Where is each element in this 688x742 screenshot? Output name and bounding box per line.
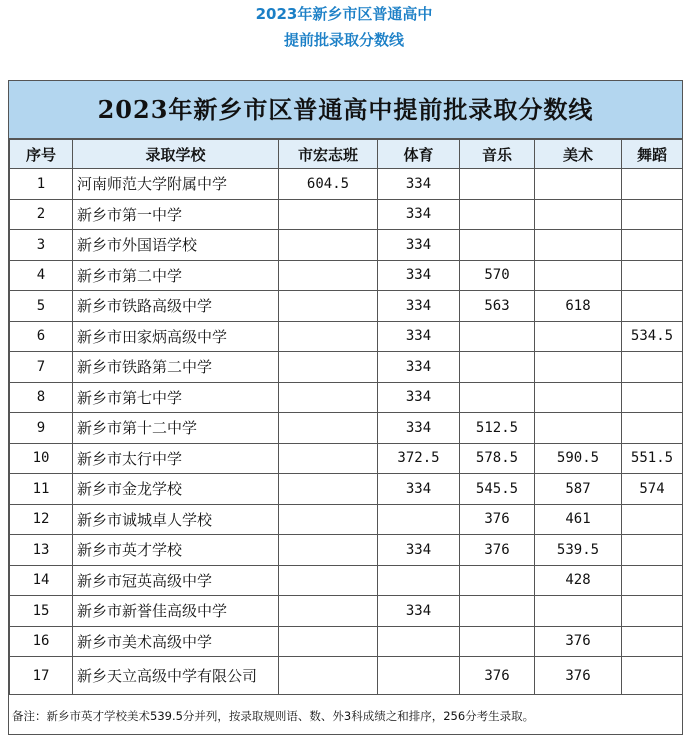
hongzhi-score [279, 657, 378, 695]
music-score [460, 352, 535, 383]
row-index: 4 [10, 260, 73, 291]
hongzhi-score [279, 199, 378, 230]
header-art: 美术 [535, 140, 622, 169]
dance-score [622, 413, 683, 444]
row-index: 1 [10, 169, 73, 200]
table-row [10, 291, 683, 322]
music-score: 578.5 [460, 443, 535, 474]
table-row [10, 169, 683, 200]
music-score: 570 [460, 260, 535, 291]
music-score [460, 321, 535, 352]
art-score [535, 321, 622, 352]
sports-score: 334 [378, 199, 460, 230]
music-score [460, 230, 535, 261]
sports-score: 334 [378, 474, 460, 505]
row-index: 11 [10, 474, 73, 505]
school-name: 新乡市金龙学校 [73, 474, 279, 505]
header-dance: 舞蹈 [622, 140, 683, 169]
header-school: 录取学校 [73, 140, 279, 169]
row-index: 12 [10, 504, 73, 535]
sports-score [378, 504, 460, 535]
sports-score [378, 626, 460, 657]
table-row [10, 443, 683, 474]
page-title-line1: 2023年新乡市区普通高中 [255, 5, 433, 23]
row-index: 5 [10, 291, 73, 322]
art-score [535, 199, 622, 230]
art-score: 428 [535, 565, 622, 596]
hongzhi-score [279, 382, 378, 413]
dance-score [622, 169, 683, 200]
row-index: 17 [10, 657, 73, 695]
table-row [10, 504, 683, 535]
row-index: 10 [10, 443, 73, 474]
table-row [10, 199, 683, 230]
school-name: 新乡市第七中学 [73, 382, 279, 413]
school-name: 新乡市田家炳高级中学 [73, 321, 279, 352]
row-index: 13 [10, 535, 73, 566]
school-name: 新乡市英才学校 [73, 535, 279, 566]
table-note: 备注：新乡市英才学校美术539.5分并列，按录取规则语、数、外3科成绩之和排序，256分考生录取。 [12, 709, 535, 723]
dance-score: 574 [622, 474, 683, 505]
dance-score [622, 657, 683, 695]
music-score: 376 [460, 504, 535, 535]
art-score [535, 596, 622, 627]
art-score: 590.5 [535, 443, 622, 474]
art-score [535, 352, 622, 383]
school-name: 新乡市太行中学 [73, 443, 279, 474]
hongzhi-score [279, 626, 378, 657]
school-name: 新乡天立高级中学有限公司 [73, 657, 279, 695]
hongzhi-score: 604.5 [279, 169, 378, 200]
hongzhi-score [279, 443, 378, 474]
sports-score: 372.5 [378, 443, 460, 474]
dance-score [622, 626, 683, 657]
art-score [535, 230, 622, 261]
music-score: 376 [460, 657, 535, 695]
sports-score: 334 [378, 413, 460, 444]
art-score [535, 260, 622, 291]
sports-score: 334 [378, 596, 460, 627]
table-row [10, 657, 683, 695]
music-score: 545.5 [460, 474, 535, 505]
art-score: 376 [535, 626, 622, 657]
school-name: 新乡市诚城卓人学校 [73, 504, 279, 535]
school-name: 新乡市第十二中学 [73, 413, 279, 444]
table-row [10, 321, 683, 352]
school-name: 新乡市铁路第二中学 [73, 352, 279, 383]
score-table [9, 139, 683, 695]
dance-score [622, 596, 683, 627]
table-row [10, 382, 683, 413]
art-score: 539.5 [535, 535, 622, 566]
dance-score [622, 535, 683, 566]
hongzhi-score [279, 321, 378, 352]
table-row [10, 626, 683, 657]
school-name: 新乡市外国语学校 [73, 230, 279, 261]
hongzhi-score [279, 504, 378, 535]
table-row [10, 596, 683, 627]
art-score [535, 382, 622, 413]
music-score: 563 [460, 291, 535, 322]
school-name: 新乡市铁路高级中学 [73, 291, 279, 322]
dance-score [622, 230, 683, 261]
table-row [10, 474, 683, 505]
sports-score [378, 565, 460, 596]
dance-score [622, 382, 683, 413]
row-index: 16 [10, 626, 73, 657]
header-music: 音乐 [460, 140, 535, 169]
sports-score: 334 [378, 352, 460, 383]
hongzhi-score [279, 474, 378, 505]
dance-score [622, 504, 683, 535]
header-hongzhi: 市宏志班 [279, 140, 378, 169]
school-name: 新乡市第一中学 [73, 199, 279, 230]
sports-score: 334 [378, 321, 460, 352]
hongzhi-score [279, 260, 378, 291]
school-name: 新乡市美术高级中学 [73, 626, 279, 657]
art-score [535, 413, 622, 444]
table-header-row [10, 140, 683, 169]
sports-score: 334 [378, 230, 460, 261]
music-score [460, 596, 535, 627]
row-index: 6 [10, 321, 73, 352]
row-index: 2 [10, 199, 73, 230]
dance-score [622, 565, 683, 596]
table-row [10, 352, 683, 383]
school-name: 新乡市新誉佳高级中学 [73, 596, 279, 627]
row-index: 9 [10, 413, 73, 444]
sports-score: 334 [378, 382, 460, 413]
table-row [10, 565, 683, 596]
sports-score: 334 [378, 169, 460, 200]
dance-score [622, 260, 683, 291]
art-score: 376 [535, 657, 622, 695]
music-score [460, 382, 535, 413]
hongzhi-score [279, 291, 378, 322]
dance-score [622, 352, 683, 383]
dance-score [622, 199, 683, 230]
hongzhi-score [279, 352, 378, 383]
table-row [10, 230, 683, 261]
school-name: 新乡市冠英高级中学 [73, 565, 279, 596]
hongzhi-score [279, 230, 378, 261]
dance-score: 551.5 [622, 443, 683, 474]
school-name: 新乡市第二中学 [73, 260, 279, 291]
school-name: 河南师范大学附属中学 [73, 169, 279, 200]
music-score: 376 [460, 535, 535, 566]
table-body [10, 169, 683, 695]
table-row [10, 413, 683, 444]
row-index: 8 [10, 382, 73, 413]
music-score [460, 199, 535, 230]
sports-score [378, 657, 460, 695]
art-score: 618 [535, 291, 622, 322]
dance-score: 534.5 [622, 321, 683, 352]
table-row [10, 535, 683, 566]
row-index: 15 [10, 596, 73, 627]
page-title-line2: 提前批录取分数线 [283, 31, 404, 49]
music-score [460, 169, 535, 200]
row-index: 14 [10, 565, 73, 596]
music-score: 512.5 [460, 413, 535, 444]
art-score: 461 [535, 504, 622, 535]
dance-score [622, 291, 683, 322]
row-index: 3 [10, 230, 73, 261]
sports-score: 334 [378, 291, 460, 322]
hongzhi-score [279, 596, 378, 627]
art-score: 587 [535, 474, 622, 505]
music-score [460, 565, 535, 596]
header-sports: 体育 [378, 140, 460, 169]
table-row [10, 260, 683, 291]
hongzhi-score [279, 535, 378, 566]
table-title: 2023年新乡市区普通高中提前批录取分数线 [9, 81, 682, 139]
score-sheet [8, 80, 683, 735]
sports-score: 334 [378, 535, 460, 566]
art-score [535, 169, 622, 200]
header-index: 序号 [10, 140, 73, 169]
hongzhi-score [279, 565, 378, 596]
row-index: 7 [10, 352, 73, 383]
sports-score: 334 [378, 260, 460, 291]
hongzhi-score [279, 413, 378, 444]
music-score [460, 626, 535, 657]
